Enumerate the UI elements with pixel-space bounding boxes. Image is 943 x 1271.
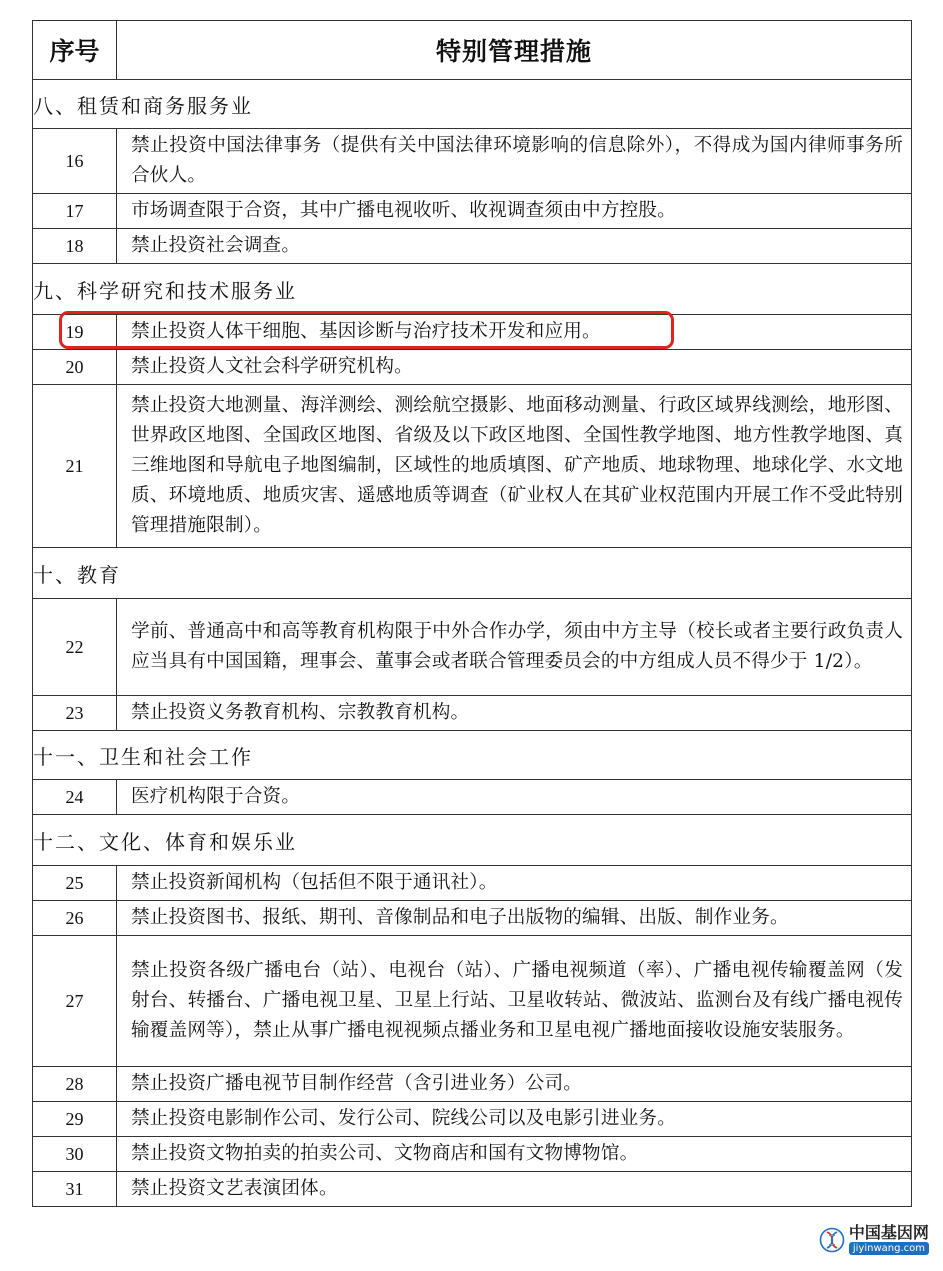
row-measure-text: 禁止投资文物拍卖的拍卖公司、文物商店和国有文物博物馆。 — [117, 1137, 912, 1172]
section-header-row — [33, 548, 912, 599]
section-title: 八、租赁和商务服务业 — [33, 80, 912, 129]
row-measure-text: 禁止投资文艺表演团体。 — [117, 1172, 912, 1207]
row-measure-text: 禁止投资大地测量、海洋测绘、测绘航空摄影、地面移动测量、行政区域界线测绘，地形图、世界政区地图、全国政区地图、省级及以下政区地图、全国性教学地图、地方性教学地图、真三维地图和导航电子地图编制，区域性的地质填图、矿产地质、地球物理、地球化学、水文地质、环境地质、地质灾害、遥感地质等调查（矿业权人在其矿业权范围内开展工作不受此特别管理措施限制）。 — [117, 385, 912, 548]
table-row — [33, 1172, 912, 1207]
section-title: 九、科学研究和技术服务业 — [33, 264, 912, 315]
row-serial-number: 24 — [33, 780, 117, 815]
row-measure-text: 禁止投资电影制作公司、发行公司、院线公司以及电影引进业务。 — [117, 1102, 912, 1137]
row-serial-number: 20 — [33, 350, 117, 385]
section-header-row — [33, 264, 912, 315]
row-measure-text: 禁止投资各级广播电台（站）、电视台（站）、广播电视频道（率）、广播电视传输覆盖网（发射台、转播台、广播电视卫星、卫星上行站、卫星收转站、微波站、监测台及有线广播电视传输覆盖网等），禁止从事广播电视视频点播业务和卫星电视广播地面接收设施安装服务。 — [117, 936, 912, 1067]
row-serial-number: 23 — [33, 696, 117, 731]
section-header-row — [33, 731, 912, 780]
row-measure-text: 禁止投资中国法律事务（提供有关中国法律环境影响的信息除外），不得成为国内律师事务所合伙人。 — [117, 129, 912, 194]
row-serial-number: 29 — [33, 1102, 117, 1137]
row-serial-number: 21 — [33, 385, 117, 548]
measures-table — [32, 20, 912, 1207]
site-watermark — [819, 1224, 929, 1255]
table-row — [33, 866, 912, 901]
watermark-site-name: 中国基因网 — [848, 1223, 929, 1242]
row-serial-number: 30 — [33, 1137, 117, 1172]
row-serial-number: 27 — [33, 936, 117, 1067]
section-title: 十一、卫生和社会工作 — [33, 731, 912, 780]
dna-logo-icon — [819, 1227, 845, 1253]
row-measure-text: 市场调查限于合资，其中广播电视收听、收视调查须由中方控股。 — [117, 194, 912, 229]
row-measure-text: 医疗机构限于合资。 — [117, 780, 912, 815]
row-serial-number: 17 — [33, 194, 117, 229]
row-serial-number: 25 — [33, 866, 117, 901]
section-header-row — [33, 80, 912, 129]
row-measure-text: 禁止投资广播电视节目制作经营（含引进业务）公司。 — [117, 1067, 912, 1102]
row-serial-number: 18 — [33, 229, 117, 264]
row-measure-text: 禁止投资义务教育机构、宗教教育机构。 — [117, 696, 912, 731]
header-special-measures: 特别管理措施 — [117, 21, 912, 80]
row-serial-number: 28 — [33, 1067, 117, 1102]
watermark-site-url: jiyinwang.com — [849, 1242, 929, 1255]
table-row — [33, 350, 912, 385]
header-serial-number: 序号 — [33, 21, 117, 80]
table-row — [33, 229, 912, 264]
table-row — [33, 901, 912, 936]
row-measure-text: 禁止投资人文社会科学研究机构。 — [117, 350, 912, 385]
table-header-row — [33, 21, 912, 80]
row-serial-number: 16 — [33, 129, 117, 194]
section-title: 十二、文化、体育和娱乐业 — [33, 815, 912, 866]
table-row — [33, 936, 912, 1067]
table-row — [33, 696, 912, 731]
section-title: 十、教育 — [33, 548, 912, 599]
table-row — [33, 780, 912, 815]
table-row — [33, 129, 912, 194]
row-measure-text: 禁止投资新闻机构（包括但不限于通讯社）。 — [117, 866, 912, 901]
table-row — [33, 385, 912, 548]
row-measure-text: 禁止投资人体干细胞、基因诊断与治疗技术开发和应用。 — [117, 315, 912, 350]
row-serial-number: 31 — [33, 1172, 117, 1207]
section-header-row — [33, 815, 912, 866]
table-row — [33, 599, 912, 696]
table-row — [33, 1137, 912, 1172]
row-serial-number: 22 — [33, 599, 117, 696]
row-serial-number: 19 — [33, 315, 117, 350]
row-measure-text: 学前、普通高中和高等教育机构限于中外合作办学，须由中方主导（校长或者主要行政负责人应当具有中国国籍，理事会、董事会或者联合管理委员会的中方组成人员不得少于 1/2）。 — [117, 599, 912, 696]
row-measure-text: 禁止投资图书、报纸、期刊、音像制品和电子出版物的编辑、出版、制作业务。 — [117, 901, 912, 936]
table-row — [33, 1102, 912, 1137]
table-row — [33, 1067, 912, 1102]
table-row — [33, 194, 912, 229]
row-measure-text: 禁止投资社会调查。 — [117, 229, 912, 264]
row-serial-number: 26 — [33, 901, 117, 936]
highlight-box-row-19 — [59, 311, 674, 349]
